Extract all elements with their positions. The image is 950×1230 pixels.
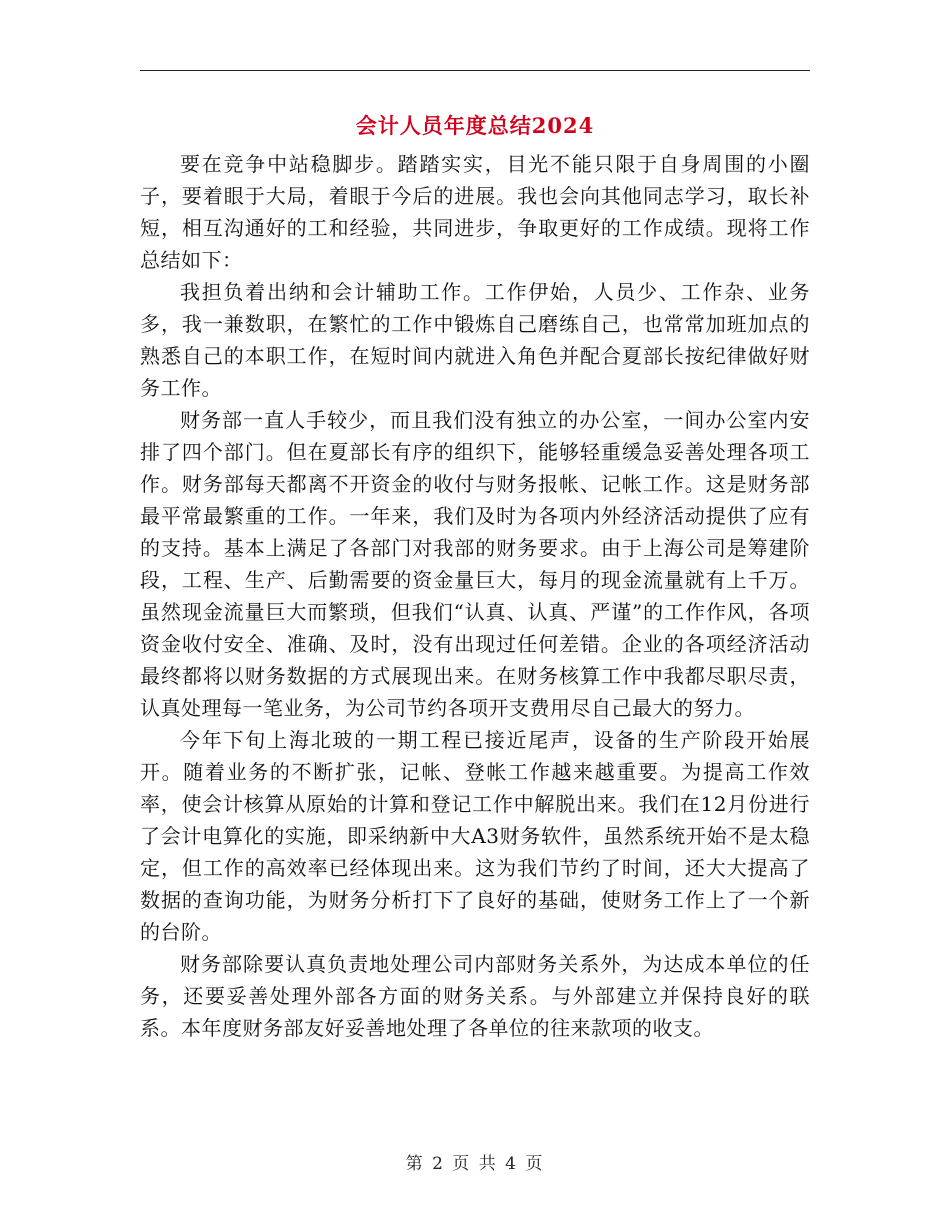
page-number: 第 2 页 共 4 页 <box>405 1154 545 1174</box>
document-title: 会计人员年度总结2024 <box>355 113 595 138</box>
paragraph-2: 我担负着出纳和会计辅助工作。工作伊始，人员少、工作杂、业务多，我一兼数职，在繁忙的工作中锻炼自己磨练自己，也常常加班加点的熟悉自己的本职工作，在短时间内就进入角色并配合夏部长按纪律做好财务工作。 <box>140 280 810 400</box>
paragraph-3: 财务部一直人手较少，而且我们没有独立的办公室，一间办公室内安排了四个部门。但在夏部长有序的组织下，能够轻重缓急妥善处理各项工作。财务部每天都离不开资金的收付与财务报帐、记帐工作。这是财务部最平常最繁重的工作。一年来，我们及时为各项内外经济活动提供了应有的支持。基本上满足了各部门对我部的财务要求。由于上海公司是筹建阶段，工程、生产、后勤需要的资金量巨大，每月的现金流量就有上千万。虽然现金流量巨大而繁琐，但我们“认真、认真、严谨”的工作作风，各项资金收付安全、准确、及时，没有出现过任何差错。企业的各项经济活动最终都将以财务数据的方式展现出来。在财务核算工作中我都尽职尽责，认真处理每一笔业务，为公司节约各项开支费用尽自己最大的努力。 <box>140 408 810 720</box>
paragraph-4: 今年下旬上海北玻的一期工程已接近尾声，设备的生产阶段开始展开。随着业务的不断扩张，记帐、登帐工作越来越重要。为提高工作效率，使会计核算从原始的计算和登记工作中解脱出来。我们在12月份进行了会计电算化的实施，即采纳新中大A3财务软件，虽然系统开始不是太稳定，但工作的高效率已经体现出来。这为我们节约了时间，还大大提高了数据的查询功能，为财务分析打下了良好的基础，使财务工作上了一个新的台阶。 <box>140 728 810 944</box>
header-rule <box>140 70 810 71</box>
paragraph-5: 财务部除要认真负责地处理公司内部财务关系外，为达成本单位的任务，还要妥善处理外部各方面的财务关系。与外部建立并保持良好的联系。本年度财务部友好妥善地处理了各单位的往来款项的收支。 <box>140 952 810 1040</box>
paragraph-1: 要在竞争中站稳脚步。踏踏实实，目光不能只限于自身周围的小圈子，要着眼于大局，着眼于今后的进展。我也会向其他同志学习，取长补短，相互沟通好的工和经验，共同进步，争取更好的工作成绩。现将工作总结如下： <box>140 152 810 272</box>
document-body <box>140 148 810 1044</box>
